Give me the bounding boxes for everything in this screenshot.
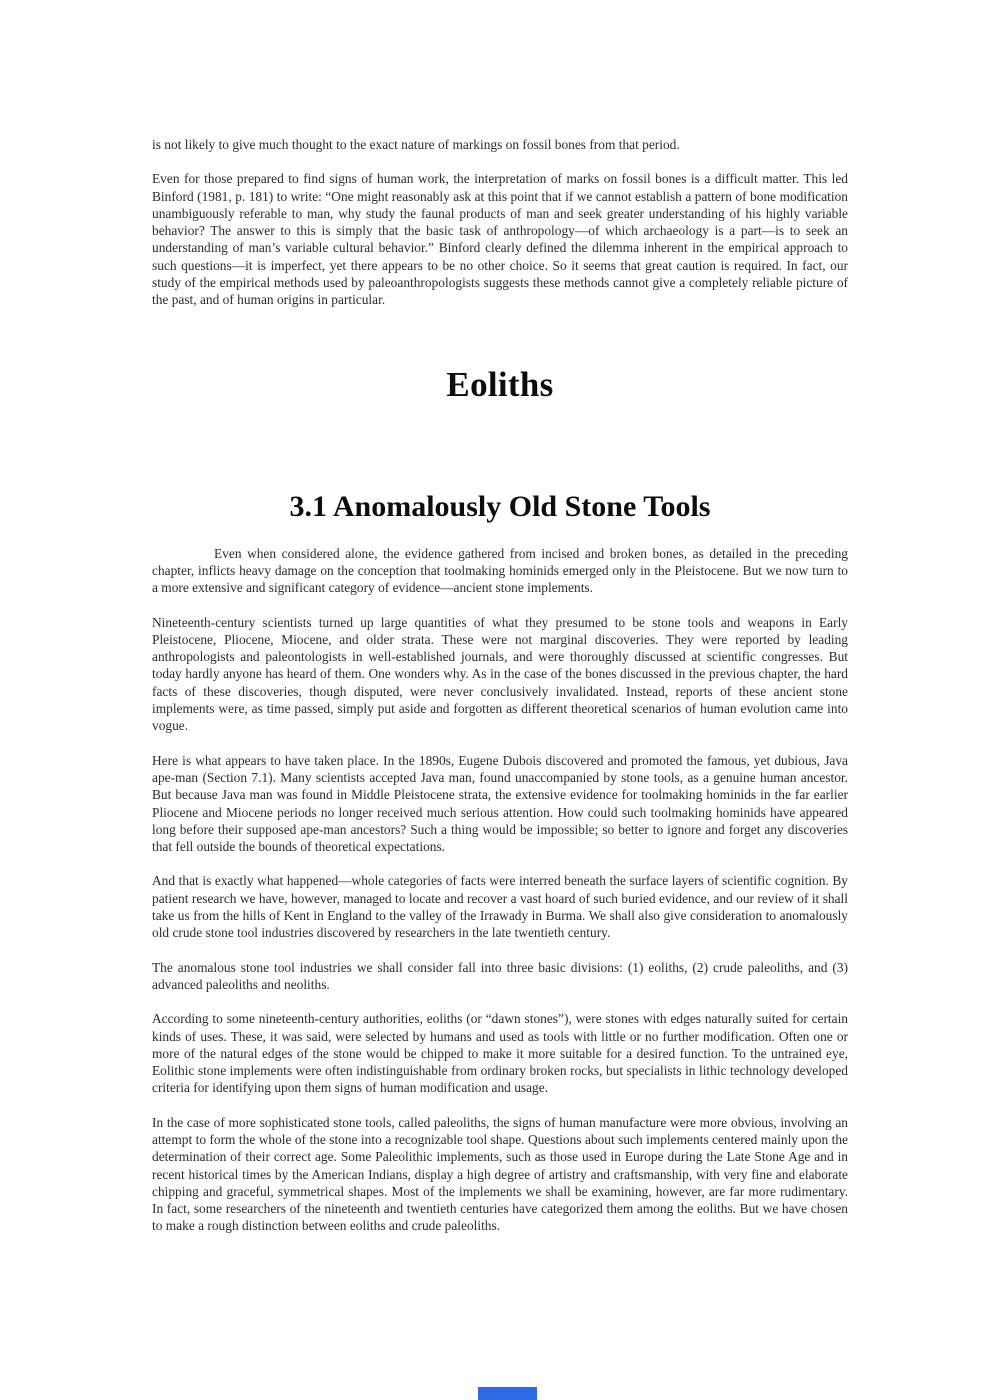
text-column <box>152 136 848 1252</box>
body-paragraph: According to some nineteenth-century authorities, eoliths (or “dawn stones”), were stones with edges naturally suited for certain kinds of uses. These, it was said, were selected by humans and used as tools with little or no further modification. Often one or more of the natural edges of the stone would be chipped to make it more suitable for a desired function. To the untrained eye, Eolithic stone implements were often indistinguishable from ordinary broken rocks, but specialists in lithic technology developed criteria for identifying upon them signs of human modification and usage. <box>152 1011 848 1096</box>
body-paragraph: is not likely to give much thought to the exact nature of markings on fossil bones from that period. <box>152 137 680 152</box>
body-paragraph: In the case of more sophisticated stone tools, called paleoliths, the signs of human manufacture were more obvious, involving an attempt to form the whole of the stone into a recognizable tool shape. Questions about such implements centered mainly upon the determination of their correct age. Some Paleolithic implements, such as those used in Europe during the Late Stone Age and in recent historical times by the American Indians, display a high degree of artistry and craftsmanship, with very fine and elaborate chipping and graceful, symmetrical shapes. Most of the implements we shall be examining, however, are far more rudimentary. In fact, some researchers of the nineteenth and twentieth centuries have categorized them among the eoliths. But we have chosen to make a rough distinction between eoliths and crude paleoliths. <box>152 1114 848 1234</box>
body-paragraph: Even when considered alone, the evidence gathered from incised and broken bones, as detailed in the preceding chapter, inflicts heavy damage on the conception that toolmaking hominids emerged only in the Pleistocene. But we now turn to a more extensive and significant category of evidence—ancient stone implements. <box>152 545 848 596</box>
bottom-accent-bar <box>478 1387 537 1400</box>
body-paragraph: And that is exactly what happened—whole categories of facts were interred beneath the surface layers of scientific cognition. By patient research we have, however, managed to locate and recover a vast hoard of such buried evidence, and our review of it shall take us from the hills of Kent in England to the valley of the Irrawady in Burma. We shall also give consideration to anomalously old crude stone tool industries discovered by researchers in the late twentieth century. <box>152 873 848 941</box>
body-paragraph: Even for those prepared to find signs of human work, the interpretation of marks on fossil bones is a difficult matter. This led Binford (1981, p. 181) to write: “One might reasonably ask at this point that if we cannot establish a pattern of bone modification unambiguously referable to man, why study the faunal products of man and seek greater understanding of his highly variable behavior? The answer to this is simply that the basic task of anthropology—of which archaeology is a part—is to seek an understanding of man’s variable cultural behavior.” Binford clearly defined the dilemma inherent in the empirical approach to such questions—it is imperfect, yet there appears to be no other choice. So it seems that great caution is required. In fact, our study of the empirical methods used by paleoanthropologists suggests these methods cannot give a completely reliable picture of the past, and of human origins in particular. <box>152 171 848 308</box>
body-paragraph: The anomalous stone tool industries we shall consider fall into three basic divisions: (1) eoliths, (2) crude paleoliths, and (3) advanced paleoliths and neoliths. <box>152 959 848 992</box>
section-title: 3.1 Anomalously Old Stone Tools <box>289 489 711 523</box>
body-paragraph: Nineteenth-century scientists turned up large quantities of what they presumed to be stone tools and weapons in Early Pleistocene, Pliocene, Miocene, and older strata. These were not marginal discoveries. They were reported by leading anthropologists and paleontologists in well-established journals, and were thoroughly discussed at scientific congresses. But today hardly anyone has heard of them. One wonders why. As in the case of the bones discussed in the previous chapter, the hard facts of these discoveries, though disputed, were never conclusively invalidated. Instead, reports of these ancient stone implements were, as time passed, simply put aside and forgotten as different theoretical scenarios of human evolution came into vogue. <box>152 614 848 734</box>
body-paragraph: Here is what appears to have taken place. In the 1890s, Eugene Dubois discovered and promoted the famous, yet dubious, Java ape-man (Section 7.1). Many scientists accepted Java man, found unaccompanied by stone tools, as a genuine human ancestor. But because Java man was found in Middle Pleistocene strata, the extensive evidence for toolmaking hominids in the far earlier Pliocene and Miocene periods no longer received much serious attention. How could such toolmaking hominids have appeared long before their supposed ape-man ancestors? Such a thing would be impossible; so better to ignore and forget any discoveries that fell outside the bounds of theoretical expectations. <box>152 752 848 855</box>
chapter-title: Eoliths <box>446 364 554 404</box>
